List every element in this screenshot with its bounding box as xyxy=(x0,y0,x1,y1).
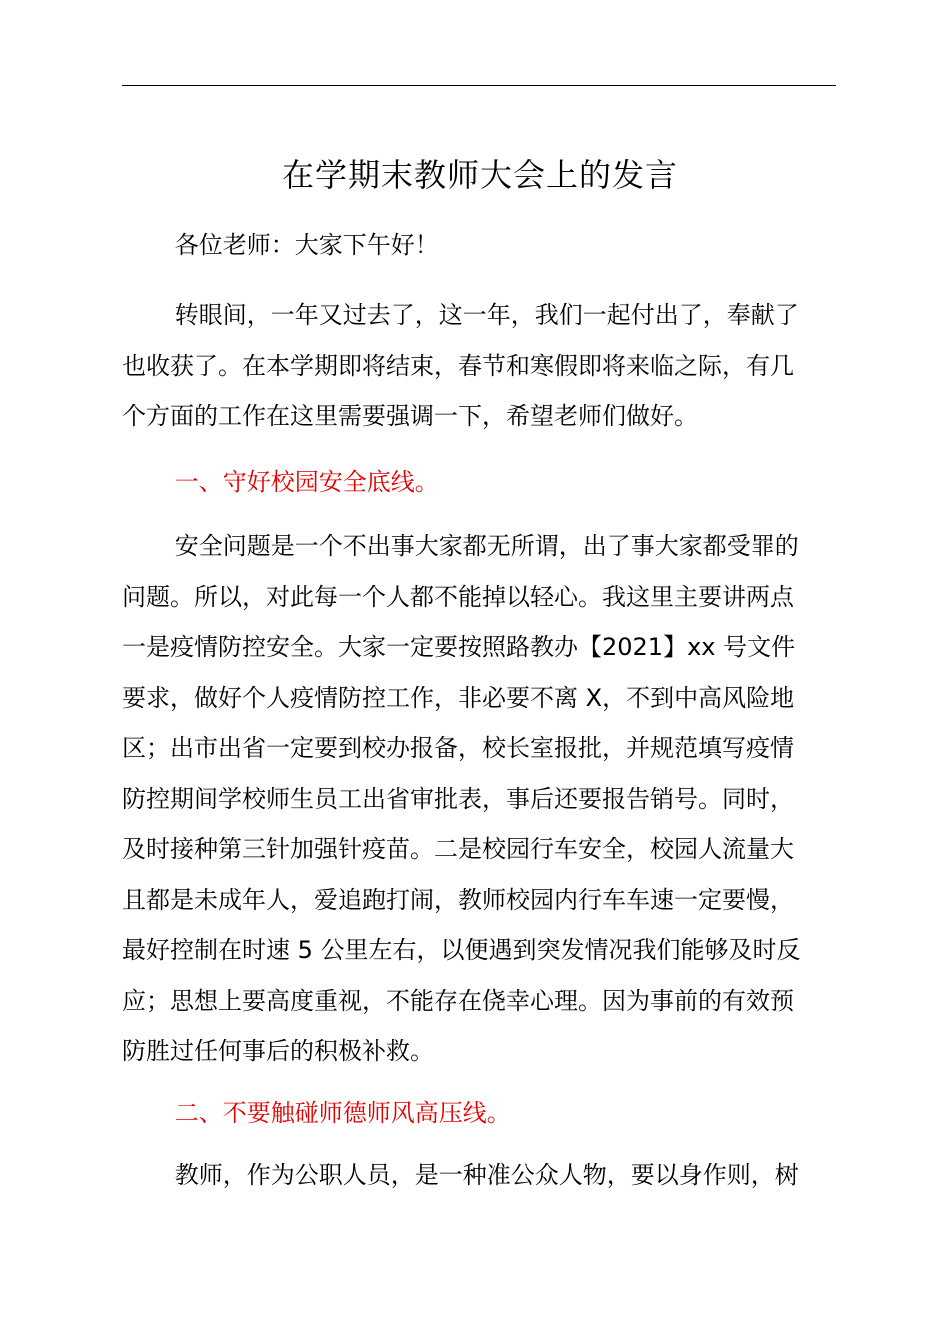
section1-line: 问题。所以，对此每一个人都不能掉以轻心。我这里主要讲两点 xyxy=(122,582,794,611)
section1-line: 及时接种第三针加强针疫苗。二是校园行车安全，校园人流量大 xyxy=(122,835,794,863)
intro-paragraph xyxy=(122,290,838,442)
section-heading-2: 二、不要触碰师德师风高压线。 xyxy=(174,1099,511,1127)
section1-line: 区；出市出省一定要到校办报备，校长室报批，并规范填写疫情 xyxy=(122,734,794,762)
section2-paragraph xyxy=(122,1150,838,1201)
section1-line: 应；思想上要高度重视，不能存在侥幸心理。因为事前的有效预 xyxy=(122,986,794,1015)
salutation: 各位老师：大家下午好！ xyxy=(174,231,439,259)
section1-line: 防控期间学校师生员工出省审批表，事后还要报告销号。同时， xyxy=(122,784,794,813)
document-title: 在学期末教师大会上的发言 xyxy=(281,156,678,194)
section1-line: 要求，做好个人疫情防控工作，非必要不离 X，不到中高风险地 xyxy=(122,683,795,712)
intro-line: 个方面的工作在这里需要强调一下，希望老师们做好。 xyxy=(122,402,698,430)
intro-line: 转眼间，一年又过去了，这一年，我们一起付出了，奉献了 xyxy=(174,301,799,329)
section2-line: 教师，作为公职人员，是一种准公众人物，要以身作则，树 xyxy=(174,1161,799,1189)
section1-paragraph xyxy=(122,521,838,1077)
section1-line: 安全问题是一个不出事大家都无所谓，出了事大家都受罪的 xyxy=(174,532,799,560)
section-heading-1: 一、守好校园安全底线。 xyxy=(174,468,439,496)
header-rule xyxy=(122,85,836,86)
section1-line: 最好控制在时速 5 公里左右，以便遇到突发情况我们能够及时反 xyxy=(122,936,801,964)
section1-line: 防胜过任何事后的积极补救。 xyxy=(122,1037,434,1065)
section1-line: 一是疫情防控安全。大家一定要按照路教办【2021】xx 号文件 xyxy=(122,633,796,661)
section1-line: 且都是未成年人，爱追跑打闹，教师校园内行车车速一定要慢， xyxy=(122,885,794,914)
intro-line: 也收获了。在本学期即将结束，春节和寒假即将来临之际，有几 xyxy=(122,351,794,380)
